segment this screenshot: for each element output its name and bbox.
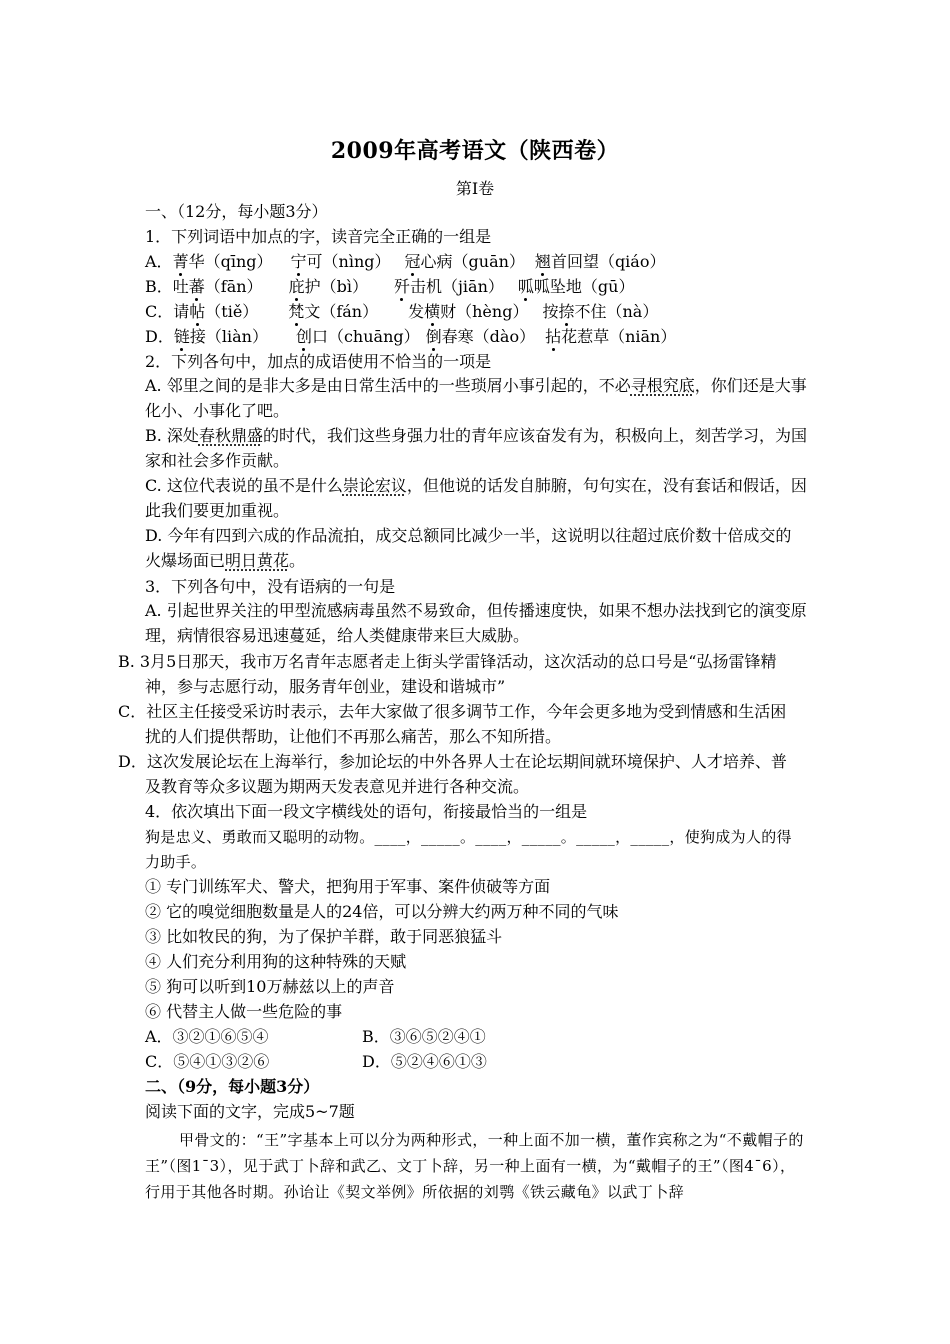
section1-header: 一、（12分，每小题3分） (145, 202, 328, 221)
option-text: ，但他说的话发自肺腑，句句实在，没有套话和假话，因此我们要更加重视。 (145, 476, 807, 520)
q3-option-b-line1: B. 3月5日那天，我市万名青年志愿者走上街头学雷锋活动，这次活动的总口号是“弘扬雷锋精 (118, 652, 777, 671)
q4-item-3: ③ 比如牧民的狗，为了保护羊群，敢于同恶狼猛斗 (145, 927, 503, 946)
q2-option-d (145, 523, 807, 573)
option-text: 击机（jiān） (409, 277, 504, 296)
option-text: B．吐 (145, 277, 189, 296)
q2-option-a (145, 373, 807, 423)
dotted-char: 横 (424, 302, 441, 321)
q4-option-b: B．③⑥⑤②④① (362, 1027, 486, 1046)
q3-option-a: A. 引起世界关注的甲型流感病毒虽然不易致命，但传播速度快，如果不想办法找到它的演变原理，病情很容易迅速蔓延，给人类健康带来巨大威胁。 (145, 601, 807, 645)
option-text: 首回望（qiáo） (550, 252, 666, 271)
dotted-char: 歼 (393, 277, 410, 296)
q1-stem: 1．下列词语中加点的字，读音完全正确的一组是 (145, 227, 492, 246)
reading-passage: 甲骨文的：“王”字基本上可以分为两种形式，一种上面不加一横，董作宾称之为“不戴帽子的王”（图1¯3），见于武丁卜辞和武乙、文丁卜辞，另一种上面有一横，为“戴帽子的王”（图4¯6），行用于其他各时期。孙诒让《契文举例》所依据的刘鹗《铁云藏龟》以武丁卜辞 (145, 1131, 804, 1201)
option-text: 按 (542, 302, 559, 321)
section2-header: 二、（9分，每小题3分） (145, 1077, 320, 1096)
q3-option-c-line1: C．社区主任接受采访时表示，去年大家做了很多调节工作，今年会更多地为受到情感和生活困 (118, 702, 787, 721)
q4-item-4: ④ 人们充分利用狗的这种特殊的天赋 (145, 952, 407, 971)
option-text: 。 (289, 551, 306, 570)
dotted-idiom: 寻根究底 (630, 376, 695, 395)
option-text: （tiě） (205, 302, 259, 321)
option-text: 可（nìng） (306, 252, 391, 271)
q1-option-c (145, 302, 658, 322)
q4-option-a: A．③②①⑥⑤④ (145, 1027, 269, 1046)
q4-option-c: C．⑤④①③②⑥ (145, 1052, 270, 1071)
dotted-char: 帖 (189, 302, 206, 321)
q4-stem: 4．依次填出下面一段文字横线处的语句，衔接最恰当的一组是 (145, 802, 588, 821)
option-text: 心病（guān） (420, 252, 525, 271)
q4-option-d: D．⑤②④⑥①③ (362, 1052, 487, 1071)
q1-option-d (145, 327, 676, 347)
option-text: 花惹草（niān） (561, 327, 677, 346)
section2-intro: 阅读下面的文字，完成5~7题 (145, 1102, 355, 1121)
option-text: D. 今年有四到六成的作品流拍，成交总额同比减少一半，这说明以往超过底价数十倍成交的火爆场面已 (145, 526, 792, 570)
q4-passage-line1: 狗是忠义、勇敢而又聪明的动物。____，_____。____，_____。_____，_____，使狗成为人的得 (145, 828, 792, 846)
q1-option-b (145, 277, 634, 297)
option-text: 口（chuāng） (311, 327, 420, 346)
dotted-char: 菁 (172, 252, 189, 271)
option-text: 不住（nà） (574, 302, 659, 321)
dotted-idiom: 崇论宏议 (342, 476, 407, 495)
q3-option-b-line2: 神，参与志愿行动，服务青年创业，建设和谐城市” (145, 677, 506, 696)
option-text: 财（hèng） (440, 302, 529, 321)
option-text: ，你们还是大事化小、小事化了吧。 (145, 376, 807, 420)
dotted-char: 倒 (425, 327, 442, 346)
dotted-char: 翘 (534, 252, 551, 271)
q4-item-6: ⑥ 代替主人做一些危险的事 (145, 1002, 343, 1021)
q2-stem: 2．下列各句中，加点的成语使用不恰当的一项是 (145, 352, 492, 371)
q4-item-5: ⑤ 狗可以听到10万赫兹以上的声音 (145, 977, 395, 996)
q3-option-d-line2: 及教育等众多议题为期两天发表意见并进行各种交流。 (145, 777, 530, 796)
dotted-char: 蕃 (188, 277, 205, 296)
dotted-idiom: 明日黄花 (225, 551, 290, 570)
dotted-char: 创 (295, 327, 312, 346)
dotted-char: 拈 (545, 327, 562, 346)
option-text: A. 邻里之间的是非大多是由日常生活中的一些琐屑小事引起的，不必 (145, 376, 631, 395)
option-text: 护（bì） (304, 277, 368, 296)
q4-item-1: ① 专门训练军犬、警犬，把狗用于军事、案件侦破等方面 (145, 877, 551, 896)
option-text: 的时代，我们这些身强力壮的青年应该奋发有为，积极向上，刻苦学习，为国家和社会多作贡献。 (145, 426, 807, 470)
option-text: C．请 (145, 302, 190, 321)
dotted-idiom: 春秋鼎盛 (198, 426, 263, 445)
q3-option-d-line1: D．这次发展论坛在上海举行，参加论坛的中外各界人士在论坛期间就环境保护、人才培养、普 (118, 752, 787, 771)
option-text: 文（fán） (304, 302, 379, 321)
q3-option-c-line2: 扰的人们提供帮助，让他们不再那么痛苦，那么不知所措。 (145, 727, 562, 746)
q4-item-2: ② 它的嗅觉细胞数量是人的24倍，可以分辨大约两万种不同的气味 (145, 902, 619, 921)
volume-label: 第I卷 (455, 179, 495, 198)
dotted-char: 庇 (288, 277, 305, 296)
option-label: A． (145, 252, 173, 271)
dotted-char: 冠 (404, 252, 421, 271)
option-text: B. 深处 (145, 426, 199, 445)
dotted-char: 呱 (517, 277, 534, 296)
dotted-char: 梵 (288, 302, 305, 321)
dotted-char: 链 (173, 327, 190, 346)
q1-option-a (145, 252, 665, 272)
q2-option-c (145, 473, 807, 523)
option-text: 发 (408, 302, 425, 321)
option-text: 华（qīng） (188, 252, 273, 271)
q2-option-b (145, 423, 807, 473)
option-text: （fān） (204, 277, 263, 296)
dotted-char: 捺 (558, 302, 575, 321)
option-text: C. 这位代表说的虽不是什么 (145, 476, 343, 495)
q4-passage-line2: 力助手。 (145, 853, 207, 871)
option-label: D． (145, 327, 174, 346)
q3-stem: 3．下列各句中，没有语病的一句是 (145, 577, 396, 596)
dotted-char: 宁 (290, 252, 307, 271)
option-text: 呱坠地（gū） (533, 277, 635, 296)
option-text: 春寒（dào） (441, 327, 536, 346)
option-text: 接（liàn） (189, 327, 268, 346)
page-title: 2009年高考语文（陕西卷） (330, 138, 620, 164)
